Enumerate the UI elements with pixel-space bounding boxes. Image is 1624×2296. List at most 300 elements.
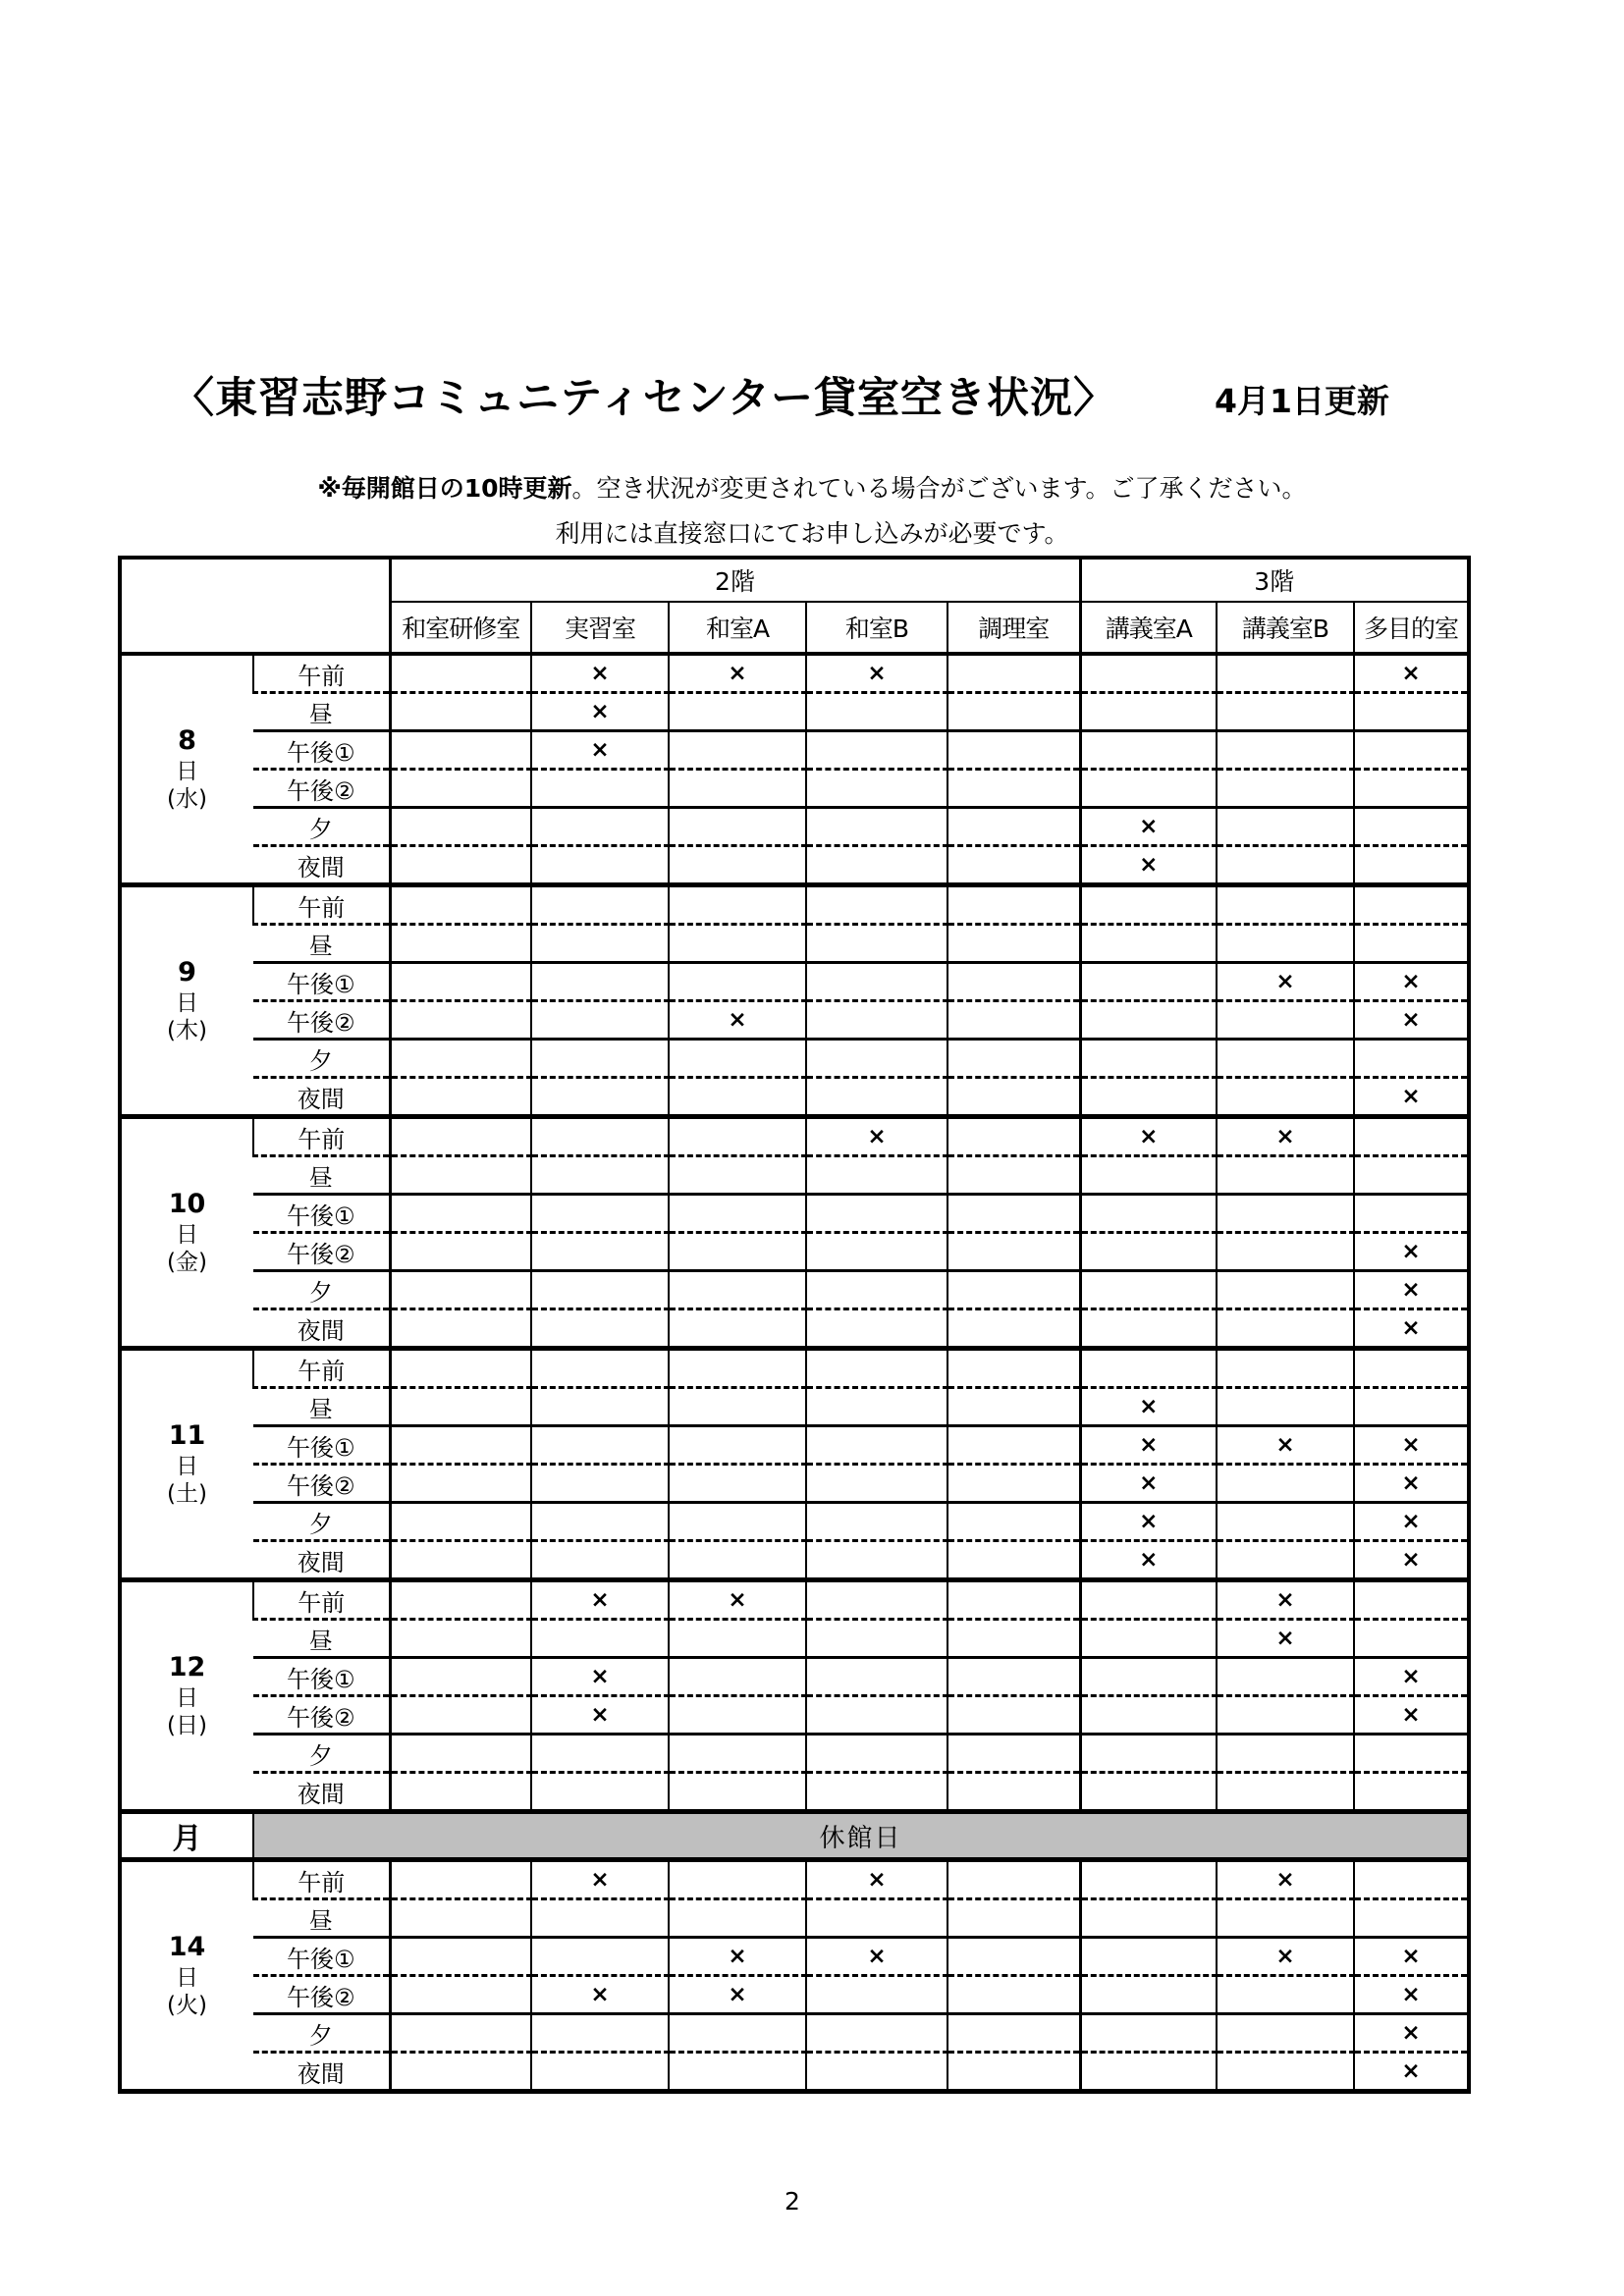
availability-cell xyxy=(947,1195,1080,1233)
time-slot-label: 午前 xyxy=(253,1117,390,1156)
availability-cell: × xyxy=(531,693,669,731)
time-slot-label: 午前 xyxy=(253,1349,390,1388)
availability-cell xyxy=(806,1658,947,1696)
date-cell xyxy=(120,885,253,1117)
availability-cell xyxy=(947,1388,1080,1426)
availability-cell xyxy=(390,1156,531,1195)
availability-cell xyxy=(1354,1349,1469,1388)
availability-cell: × xyxy=(531,1976,669,2014)
time-row xyxy=(120,770,1469,808)
date-number: 10 xyxy=(168,1188,206,1219)
title-row xyxy=(172,365,1389,425)
time-slot-label: 夜間 xyxy=(253,1541,390,1580)
availability-cell xyxy=(1354,693,1469,731)
availability-cell xyxy=(669,1620,806,1658)
availability-cell xyxy=(1080,1899,1217,1938)
time-row xyxy=(120,1117,1469,1156)
availability-cell: × xyxy=(1354,1658,1469,1696)
availability-cell xyxy=(806,1349,947,1388)
availability-cell xyxy=(947,1773,1080,1812)
availability-cell xyxy=(806,1773,947,1812)
availability-cell: × xyxy=(531,1696,669,1735)
availability-cell xyxy=(390,1899,531,1938)
availability-cell: × xyxy=(1217,1580,1354,1620)
availability-cell xyxy=(669,731,806,770)
time-row xyxy=(120,808,1469,846)
time-row xyxy=(120,1541,1469,1580)
availability-cell xyxy=(390,1541,531,1580)
time-row xyxy=(120,1658,1469,1696)
availability-cell xyxy=(1080,1233,1217,1271)
date-unit: 日 xyxy=(176,1964,198,1991)
availability-cell xyxy=(1080,2014,1217,2053)
availability-cell: × xyxy=(1080,846,1217,885)
availability-cell xyxy=(806,1541,947,1580)
availability-cell xyxy=(390,1040,531,1078)
time-slot-label: 夜間 xyxy=(253,2053,390,2092)
availability-cell xyxy=(390,1078,531,1117)
availability-cell xyxy=(947,808,1080,846)
availability-cell xyxy=(669,1735,806,1773)
availability-cell xyxy=(806,1580,947,1620)
availability-table-wrap xyxy=(118,556,1471,2094)
availability-cell: × xyxy=(1080,808,1217,846)
availability-cell xyxy=(390,1735,531,1773)
date-weekday: (土) xyxy=(167,1481,207,1508)
room-header: 講義室B xyxy=(1217,602,1354,654)
availability-cell xyxy=(1217,693,1354,731)
availability-cell xyxy=(669,1349,806,1388)
availability-cell xyxy=(1080,1620,1217,1658)
availability-cell xyxy=(531,1195,669,1233)
availability-cell xyxy=(531,1938,669,1976)
availability-cell xyxy=(390,1938,531,1976)
availability-cell xyxy=(531,1156,669,1195)
time-slot-label: 午後① xyxy=(253,963,390,1001)
time-slot-label: 夕 xyxy=(253,1040,390,1078)
time-row xyxy=(120,925,1469,963)
availability-cell xyxy=(669,925,806,963)
availability-cell: × xyxy=(1080,1541,1217,1580)
availability-cell xyxy=(531,846,669,885)
availability-cell xyxy=(806,1696,947,1735)
time-slot-label: 午後② xyxy=(253,1696,390,1735)
availability-cell xyxy=(669,770,806,808)
availability-cell xyxy=(806,885,947,925)
availability-cell xyxy=(531,925,669,963)
time-slot-label: 午前 xyxy=(253,654,390,693)
availability-cell: × xyxy=(1354,1426,1469,1465)
time-row xyxy=(120,1388,1469,1426)
date-number: 8 xyxy=(178,724,196,756)
availability-table xyxy=(118,556,1471,2094)
availability-cell xyxy=(531,1426,669,1465)
availability-cell xyxy=(669,693,806,731)
availability-cell xyxy=(947,1860,1080,1899)
availability-cell xyxy=(947,693,1080,731)
availability-cell xyxy=(1217,1271,1354,1309)
availability-cell: × xyxy=(806,1117,947,1156)
time-slot-label: 昼 xyxy=(253,1156,390,1195)
availability-cell xyxy=(1217,770,1354,808)
availability-cell xyxy=(1080,693,1217,731)
floor-header: 2階 xyxy=(390,558,1080,602)
availability-cell: × xyxy=(1217,1938,1354,1976)
availability-cell: × xyxy=(1354,1271,1469,1309)
availability-cell xyxy=(669,1773,806,1812)
availability-cell xyxy=(390,885,531,925)
availability-cell xyxy=(390,1503,531,1541)
time-row xyxy=(120,2053,1469,2092)
availability-cell xyxy=(669,1271,806,1309)
availability-cell xyxy=(947,1078,1080,1117)
time-row xyxy=(120,1001,1469,1040)
availability-cell xyxy=(1080,1696,1217,1735)
availability-cell xyxy=(531,1233,669,1271)
time-row xyxy=(120,1899,1469,1938)
availability-cell: × xyxy=(1080,1388,1217,1426)
availability-cell xyxy=(1080,1156,1217,1195)
availability-cell: × xyxy=(1217,1860,1354,1899)
availability-cell xyxy=(947,963,1080,1001)
time-row xyxy=(120,1349,1469,1388)
note-line-2: 利用には直接窓口にてお申し込みが必要です。 xyxy=(555,519,1069,548)
availability-cell xyxy=(669,1503,806,1541)
time-slot-label: 午後① xyxy=(253,1938,390,1976)
availability-cell xyxy=(390,1388,531,1426)
availability-cell xyxy=(669,1195,806,1233)
time-slot-label: 午前 xyxy=(253,1580,390,1620)
availability-cell xyxy=(531,1541,669,1580)
availability-cell xyxy=(806,2053,947,2092)
availability-cell: × xyxy=(806,1860,947,1899)
time-row xyxy=(120,846,1469,885)
time-row xyxy=(120,1271,1469,1309)
availability-cell xyxy=(947,731,1080,770)
time-slot-label: 午後① xyxy=(253,1195,390,1233)
time-slot-label: 昼 xyxy=(253,925,390,963)
availability-cell xyxy=(390,808,531,846)
availability-cell xyxy=(1217,808,1354,846)
availability-cell xyxy=(947,1899,1080,1938)
availability-cell xyxy=(669,1658,806,1696)
availability-cell xyxy=(390,1465,531,1503)
availability-cell: × xyxy=(531,1658,669,1696)
availability-cell: × xyxy=(1217,1426,1354,1465)
availability-cell xyxy=(1080,2053,1217,2092)
availability-cell: × xyxy=(1354,1976,1469,2014)
availability-cell xyxy=(669,1426,806,1465)
availability-cell: × xyxy=(1080,1117,1217,1156)
availability-cell xyxy=(1217,885,1354,925)
date-unit: 日 xyxy=(176,1221,198,1248)
availability-cell xyxy=(1217,846,1354,885)
time-slot-label: 午後② xyxy=(253,770,390,808)
availability-cell xyxy=(390,731,531,770)
availability-cell xyxy=(806,1503,947,1541)
availability-cell xyxy=(1354,1156,1469,1195)
availability-cell xyxy=(947,1309,1080,1349)
availability-cell xyxy=(947,1938,1080,1976)
time-slot-label: 昼 xyxy=(253,1620,390,1658)
availability-cell xyxy=(947,885,1080,925)
date-unit: 日 xyxy=(176,1684,198,1711)
availability-cell xyxy=(1217,1233,1354,1271)
availability-cell xyxy=(390,1001,531,1040)
availability-cell xyxy=(947,1503,1080,1541)
availability-cell xyxy=(947,1735,1080,1773)
availability-cell xyxy=(806,1620,947,1658)
availability-cell xyxy=(1080,1040,1217,1078)
time-row xyxy=(120,1620,1469,1658)
availability-cell xyxy=(390,963,531,1001)
availability-cell: × xyxy=(806,1938,947,1976)
time-slot-label: 午後② xyxy=(253,1465,390,1503)
availability-cell xyxy=(531,2014,669,2053)
availability-cell: × xyxy=(1217,1117,1354,1156)
availability-cell xyxy=(1354,885,1469,925)
availability-cell xyxy=(531,2053,669,2092)
availability-cell xyxy=(531,1001,669,1040)
room-header: 実習室 xyxy=(531,602,669,654)
date-weekday: (日) xyxy=(167,1713,207,1739)
availability-cell xyxy=(947,1580,1080,1620)
availability-cell xyxy=(1354,925,1469,963)
availability-cell xyxy=(390,1976,531,2014)
availability-cell xyxy=(1217,1658,1354,1696)
availability-cell xyxy=(531,1349,669,1388)
time-row xyxy=(120,1773,1469,1812)
availability-cell xyxy=(1217,1309,1354,1349)
availability-cell xyxy=(390,1349,531,1388)
availability-cell xyxy=(947,1426,1080,1465)
availability-cell xyxy=(806,1426,947,1465)
time-slot-label: 午後② xyxy=(253,1001,390,1040)
room-header: 調理室 xyxy=(947,602,1080,654)
availability-cell xyxy=(390,846,531,885)
closed-day-label: 月 xyxy=(120,1812,253,1860)
time-slot-label: 夜間 xyxy=(253,1078,390,1117)
availability-cell xyxy=(806,1001,947,1040)
availability-cell: × xyxy=(1354,654,1469,693)
availability-cell xyxy=(947,2053,1080,2092)
availability-cell xyxy=(1080,1860,1217,1899)
availability-cell xyxy=(669,1040,806,1078)
availability-cell: × xyxy=(1354,1503,1469,1541)
availability-cell: × xyxy=(806,654,947,693)
time-slot-label: 夕 xyxy=(253,1735,390,1773)
availability-cell xyxy=(1354,1117,1469,1156)
availability-cell xyxy=(390,770,531,808)
availability-cell xyxy=(390,1309,531,1349)
availability-cell xyxy=(1217,1040,1354,1078)
availability-cell xyxy=(1354,1195,1469,1233)
availability-cell xyxy=(669,1696,806,1735)
availability-cell xyxy=(1080,963,1217,1001)
availability-cell: × xyxy=(531,1580,669,1620)
availability-cell xyxy=(531,1899,669,1938)
note-line-1 xyxy=(0,469,1624,505)
availability-cell: × xyxy=(669,654,806,693)
availability-cell xyxy=(390,1696,531,1735)
availability-cell xyxy=(806,1309,947,1349)
time-row xyxy=(120,1233,1469,1271)
time-slot-label: 午後① xyxy=(253,1426,390,1465)
time-row xyxy=(120,1976,1469,2014)
availability-cell xyxy=(531,808,669,846)
availability-cell xyxy=(669,1078,806,1117)
availability-cell xyxy=(1080,770,1217,808)
availability-cell xyxy=(1217,654,1354,693)
availability-cell xyxy=(806,1465,947,1503)
availability-cell xyxy=(1217,1696,1354,1735)
availability-cell: × xyxy=(1354,1541,1469,1580)
date-number: 14 xyxy=(168,1931,206,1962)
availability-cell xyxy=(531,1503,669,1541)
time-row xyxy=(120,1309,1469,1349)
availability-cell: × xyxy=(1354,1309,1469,1349)
availability-cell: × xyxy=(669,1976,806,2014)
availability-cell xyxy=(531,1773,669,1812)
date-cell xyxy=(120,654,253,885)
availability-cell xyxy=(531,1388,669,1426)
availability-cell xyxy=(390,1620,531,1658)
time-slot-label: 夜間 xyxy=(253,846,390,885)
availability-cell xyxy=(1080,1078,1217,1117)
availability-cell xyxy=(1080,654,1217,693)
room-header: 和室B xyxy=(806,602,947,654)
time-slot-label: 午前 xyxy=(253,1860,390,1899)
availability-cell: × xyxy=(1080,1465,1217,1503)
availability-cell xyxy=(1217,1541,1354,1580)
availability-cell xyxy=(1080,1938,1217,1976)
closed-day-row xyxy=(120,1812,1469,1860)
availability-cell xyxy=(1354,1040,1469,1078)
availability-cell xyxy=(1080,1658,1217,1696)
availability-cell xyxy=(390,1117,531,1156)
availability-cell: × xyxy=(531,654,669,693)
closed-banner: 休館日 xyxy=(253,1812,1469,1860)
table-body xyxy=(120,654,1469,2092)
availability-cell xyxy=(806,1735,947,1773)
date-cell xyxy=(120,1580,253,1812)
availability-cell xyxy=(1217,925,1354,963)
availability-cell xyxy=(1080,1195,1217,1233)
availability-cell xyxy=(1080,1735,1217,1773)
time-row xyxy=(120,963,1469,1001)
availability-cell xyxy=(806,1195,947,1233)
availability-cell xyxy=(1217,1078,1354,1117)
room-header: 和室A xyxy=(669,602,806,654)
availability-cell xyxy=(806,925,947,963)
availability-cell xyxy=(947,1271,1080,1309)
time-row xyxy=(120,731,1469,770)
corner-blank xyxy=(120,558,390,654)
availability-cell xyxy=(1217,1899,1354,1938)
time-row xyxy=(120,2014,1469,2053)
availability-cell xyxy=(390,2014,531,2053)
availability-cell xyxy=(806,1156,947,1195)
availability-cell xyxy=(1217,1735,1354,1773)
date-number: 9 xyxy=(178,956,196,988)
availability-cell xyxy=(806,1040,947,1078)
date-weekday: (水) xyxy=(167,786,207,813)
time-slot-label: 昼 xyxy=(253,1388,390,1426)
availability-cell xyxy=(669,1465,806,1503)
availability-cell: × xyxy=(531,1860,669,1899)
availability-cell xyxy=(806,2014,947,2053)
time-slot-label: 午後② xyxy=(253,1976,390,2014)
availability-cell xyxy=(806,846,947,885)
time-slot-label: 夕 xyxy=(253,1503,390,1541)
time-row xyxy=(120,1860,1469,1899)
availability-cell xyxy=(947,2014,1080,2053)
time-slot-label: 午前 xyxy=(253,885,390,925)
availability-cell xyxy=(806,1233,947,1271)
room-header: 和室研修室 xyxy=(390,602,531,654)
availability-cell xyxy=(947,1696,1080,1735)
availability-cell xyxy=(947,1156,1080,1195)
time-row xyxy=(120,1040,1469,1078)
availability-cell xyxy=(390,1580,531,1620)
page-title: 〈東習志野コミュニティセンター貸室空き状況〉 xyxy=(172,374,1116,423)
availability-cell xyxy=(531,1117,669,1156)
availability-cell xyxy=(947,925,1080,963)
time-row xyxy=(120,1503,1469,1541)
time-slot-label: 昼 xyxy=(253,1899,390,1938)
availability-cell xyxy=(1217,2014,1354,2053)
availability-cell xyxy=(531,1620,669,1658)
availability-cell: × xyxy=(669,1580,806,1620)
time-row xyxy=(120,1156,1469,1195)
availability-cell xyxy=(1217,1773,1354,1812)
availability-cell xyxy=(531,1271,669,1309)
availability-cell xyxy=(947,1349,1080,1388)
availability-cell xyxy=(1217,2053,1354,2092)
availability-cell xyxy=(1217,1349,1354,1388)
availability-cell xyxy=(1354,1773,1469,1812)
availability-cell xyxy=(669,1309,806,1349)
availability-cell: × xyxy=(1354,1465,1469,1503)
availability-cell xyxy=(390,654,531,693)
availability-cell xyxy=(806,1388,947,1426)
availability-cell xyxy=(806,1976,947,2014)
availability-cell xyxy=(806,963,947,1001)
date-cell xyxy=(120,1117,253,1349)
date-weekday: (火) xyxy=(167,1993,207,2019)
room-header: 多目的室 xyxy=(1354,602,1469,654)
time-slot-label: 夜間 xyxy=(253,1773,390,1812)
availability-cell xyxy=(1217,1195,1354,1233)
availability-cell xyxy=(531,1309,669,1349)
availability-cell: × xyxy=(1354,1938,1469,1976)
availability-cell xyxy=(947,1117,1080,1156)
date-cell xyxy=(120,1860,253,2092)
availability-cell xyxy=(1354,1620,1469,1658)
availability-cell xyxy=(1354,1899,1469,1938)
time-row xyxy=(120,1078,1469,1117)
availability-cell xyxy=(947,846,1080,885)
availability-cell: × xyxy=(669,1938,806,1976)
time-slot-label: 夕 xyxy=(253,2014,390,2053)
availability-cell xyxy=(1080,1580,1217,1620)
time-row xyxy=(120,1696,1469,1735)
availability-cell xyxy=(947,1976,1080,2014)
availability-cell xyxy=(806,808,947,846)
availability-cell xyxy=(947,1541,1080,1580)
availability-cell xyxy=(669,963,806,1001)
time-row xyxy=(120,885,1469,925)
